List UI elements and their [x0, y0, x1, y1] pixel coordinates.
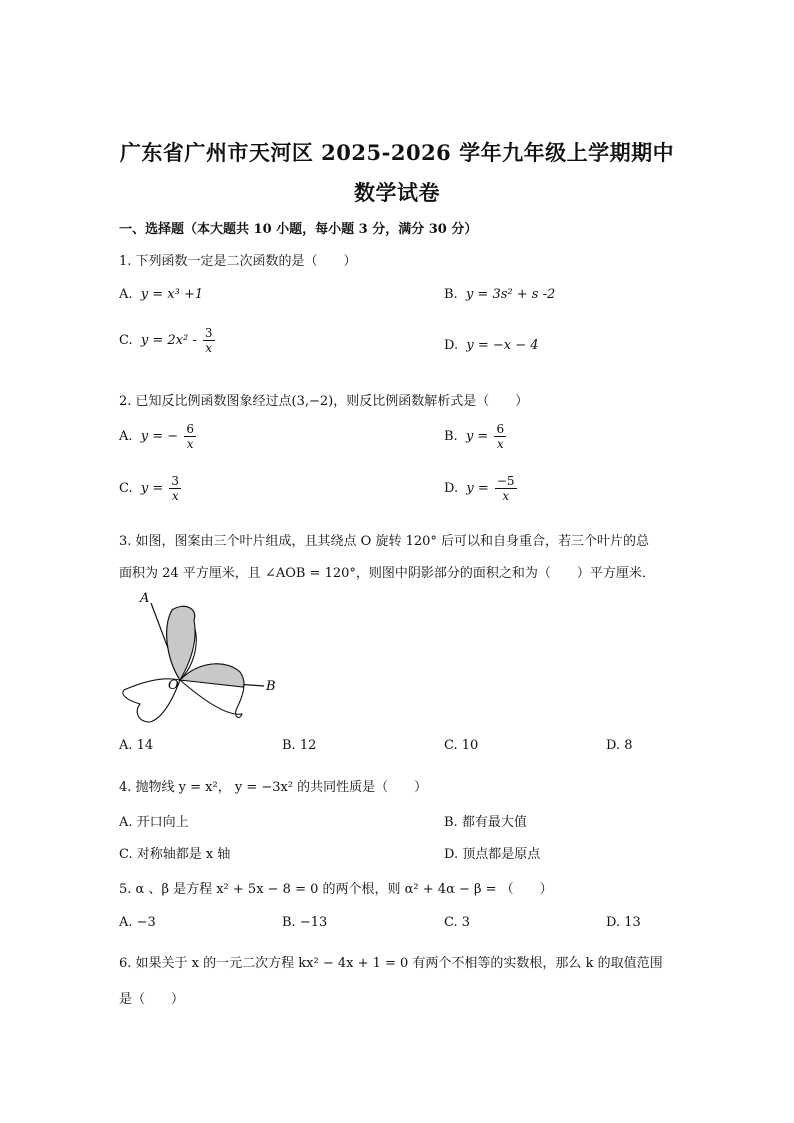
leaf-upper-shaded [167, 606, 195, 680]
label-b: B [266, 679, 276, 694]
q2-option-d: D. y = $\frac{-5}{x}$ [444, 474, 515, 503]
q4-option-a: A. 开口向上 [119, 815, 189, 830]
q3-option-c: C. 10 [444, 738, 479, 753]
q1-stem: 1. 下列函数一定是二次函数的是（ ） [119, 254, 357, 269]
exam-title-line1: 广东省广州市天河区 2025-2026 学年九年级上学期期中 [119, 140, 675, 165]
label-o: O [168, 678, 179, 693]
q1-option-b: B. y = 3s² + s -2 [444, 287, 556, 302]
q5-option-b: B. −13 [282, 915, 328, 930]
q1-option-d: D. y = −x − 4 [444, 338, 539, 353]
exam-title-line2: 数学试卷 [354, 180, 440, 205]
q3-stem-line1: 3. 如图，图案由三个叶片组成，且其绕点 O 旋转 120° 后可以和自身重合，若三个叶片的总 [119, 534, 650, 549]
q1-option-c: C. y = 2x² - $\frac{3}{x}$ [119, 326, 213, 355]
q4-option-d: D. 顶点都是原点 [444, 847, 541, 862]
q4-option-b: B. 都有最大值 [444, 815, 527, 830]
q3-option-a: A. 14 [119, 738, 154, 753]
q1-option-a: A. y = x³ +1 [119, 287, 204, 302]
q6-stem-line2: 是（ ） [119, 992, 185, 1007]
q5-option-a: A. −3 [119, 915, 156, 930]
label-a: A [140, 591, 150, 606]
q3-stem-line2: 面积为 24 平方厘米，且 ∠AOB = 120°，则图中阴影部分的面积之和为（ ）平方厘米． [119, 566, 655, 581]
q5-option-c: C. 3 [444, 915, 471, 930]
q6-stem-line1: 6. 如果关于 x 的一元二次方程 kx² − 4x + 1 = 0 有两个不相等的实数根，那么 k 的取值范围 [119, 956, 663, 971]
three-leaf-figure [112, 588, 292, 728]
q4-option-c: C. 对称轴都是 x 轴 [119, 847, 231, 862]
q3-option-d: D. 8 [606, 738, 633, 753]
q3-option-b: B. 12 [282, 738, 317, 753]
q5-option-d: D. 13 [606, 915, 641, 930]
q4-stem: 4. 抛物线 y = x²， y = −3x² 的共同性质是（ ） [119, 780, 428, 795]
q5-stem: 5. α 、β 是方程 x² + 5x − 8 = 0 的两个根，则 α² + 4α − β = （ ） [119, 882, 553, 897]
q2-option-c: C. y = $\frac{3}{x}$ [119, 474, 180, 503]
section-heading: 一、选择题（本大题共 10 小题，每小题 3 分，满分 30 分） [119, 222, 478, 237]
q2-option-b: B. y = $\frac{6}{x}$ [444, 422, 505, 451]
q2-stem: 2. 已知反比例函数图象经过点(3,−2)，则反比例函数解析式是（ ） [119, 394, 529, 409]
q2-option-a: A. y = − $\frac{6}{x}$ [119, 422, 194, 451]
